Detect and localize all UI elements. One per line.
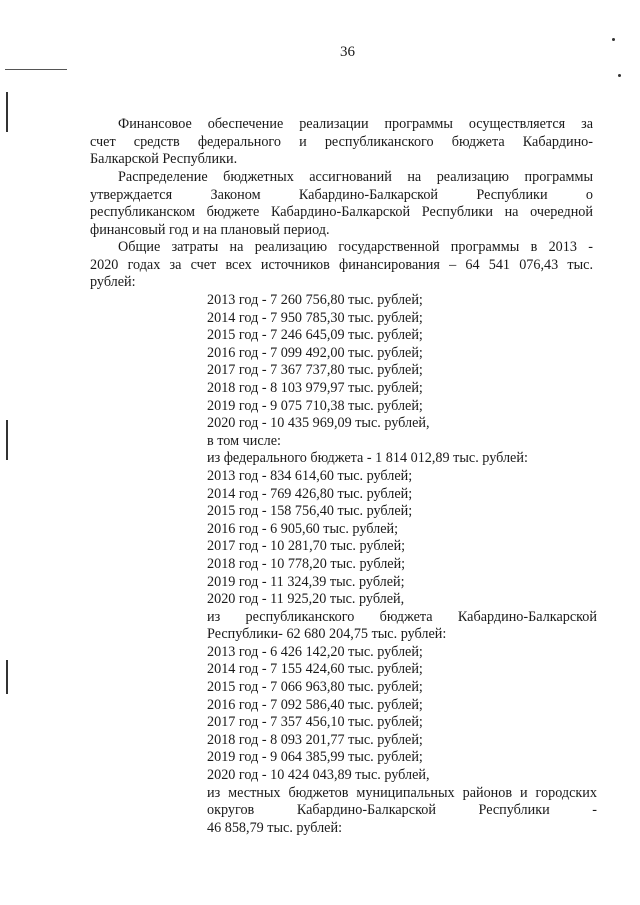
- republican-year-row: 2019 год - 9 064 385,99 тыс. рублей;: [207, 749, 423, 766]
- republican-year-row: 2016 год - 7 092 586,40 тыс. рублей;: [207, 696, 423, 713]
- republican-year-row: 2013 год - 6 426 142,20 тыс. рублей;: [207, 643, 423, 660]
- federal-year-row: 2016 год - 6 905,60 тыс. рублей;: [207, 520, 399, 537]
- federal-year-row: 2017 год - 10 281,70 тыс. рублей;: [207, 538, 406, 555]
- republican-year-row: 2020 год - 10 424 043,89 тыс. рублей,: [207, 767, 430, 784]
- total-year-row: 2013 год - 7 260 756,80 тыс. рублей;: [207, 292, 423, 308]
- scan-artifact-dot: [618, 74, 621, 77]
- republican-year-row: 2014 год - 7 155 424,60 тыс. рублей;: [207, 661, 423, 678]
- federal-year-row: 2013 год - 834 614,60 тыс. рублей;: [207, 467, 413, 484]
- text-line: счет средств федерального и республиканского бюджета Кабардино-: [90, 133, 593, 150]
- total-year-row: 2018 год - 8 103 979,97 тыс. рублей;: [207, 379, 423, 396]
- total-year-row: 2014 год - 7 950 785,30 тыс. рублей;: [207, 309, 423, 326]
- scan-artifact-line: [5, 69, 67, 70]
- text-line: 2020 годах за счет всех источников финансирования – 64 541 076,43 тыс.: [90, 256, 593, 273]
- republican-year-row: 2015 год - 7 066 963,80 тыс. рублей;: [207, 679, 423, 696]
- federal-budget-heading: из федерального бюджета - 1 814 012,89 тыс. рублей:: [207, 450, 528, 467]
- scan-artifact-dot: [612, 38, 615, 41]
- federal-year-row: 2014 год - 769 426,80 тыс. рублей;: [207, 485, 413, 502]
- total-year-row: 2017 год - 7 367 737,80 тыс. рублей;: [207, 362, 423, 379]
- federal-year-row: 2019 год - 11 324,39 тыс. рублей;: [207, 573, 405, 590]
- scan-artifact-bar: [6, 420, 8, 460]
- total-year-row: 2016 год - 7 099 492,00 тыс. рублей;: [207, 344, 423, 361]
- page-number: 36: [340, 44, 355, 60]
- republican-year-row: 2018 год - 8 093 201,77 тыс. рублей;: [207, 731, 423, 748]
- local-budget-heading: округов Кабардино-Балкарской Республики -: [207, 802, 597, 819]
- text-line: Общие затраты на реализацию государственной программы в 2013 -: [118, 239, 593, 255]
- paragraph-funding-sources: [90, 116, 593, 169]
- text-line: Финансовое обеспечение реализации программы осуществляется за: [118, 116, 593, 132]
- total-year-row: 2015 год - 7 246 645,09 тыс. рублей;: [207, 327, 423, 344]
- total-year-row: 2019 год - 9 075 710,38 тыс. рублей;: [207, 397, 423, 414]
- funding-breakdown-list: [207, 292, 597, 837]
- paragraph-total-costs: [90, 239, 593, 292]
- republican-budget-heading: Республики- 62 680 204,75 тыс. рублей:: [207, 626, 447, 643]
- federal-year-row: 2015 год - 158 756,40 тыс. рублей;: [207, 503, 413, 520]
- republican-year-row: 2017 год - 7 357 456,10 тыс. рублей;: [207, 714, 423, 731]
- federal-year-row: 2018 год - 10 778,20 тыс. рублей;: [207, 555, 406, 572]
- including-label: в том числе:: [207, 432, 281, 449]
- total-year-row: 2020 год - 10 435 969,09 тыс. рублей,: [207, 415, 430, 432]
- text-line: Распределение бюджетных ассигнований на реализацию программы: [118, 169, 593, 185]
- text-line: республиканском бюджете Кабардино-Балкарской Республики на очередной: [90, 204, 593, 221]
- text-line: финансовый год и на плановый период.: [90, 221, 330, 238]
- federal-year-row: 2020 год - 11 925,20 тыс. рублей,: [207, 591, 405, 608]
- text-line: утверждается Законом Кабардино-Балкарской Республики о: [90, 186, 593, 203]
- local-budget-heading: из местных бюджетов муниципальных районов и городских: [207, 784, 597, 801]
- text-line: Балкарской Республики.: [90, 151, 238, 168]
- text-line: рублей:: [90, 274, 136, 291]
- paragraph-budget-allocation: [90, 169, 593, 239]
- local-budget-heading: 46 858,79 тыс. рублей:: [207, 819, 343, 836]
- scan-artifact-bar: [6, 92, 8, 132]
- scan-artifact-bar: [6, 660, 8, 694]
- republican-budget-heading: из республиканского бюджета Кабардино-Балкарской: [207, 608, 597, 625]
